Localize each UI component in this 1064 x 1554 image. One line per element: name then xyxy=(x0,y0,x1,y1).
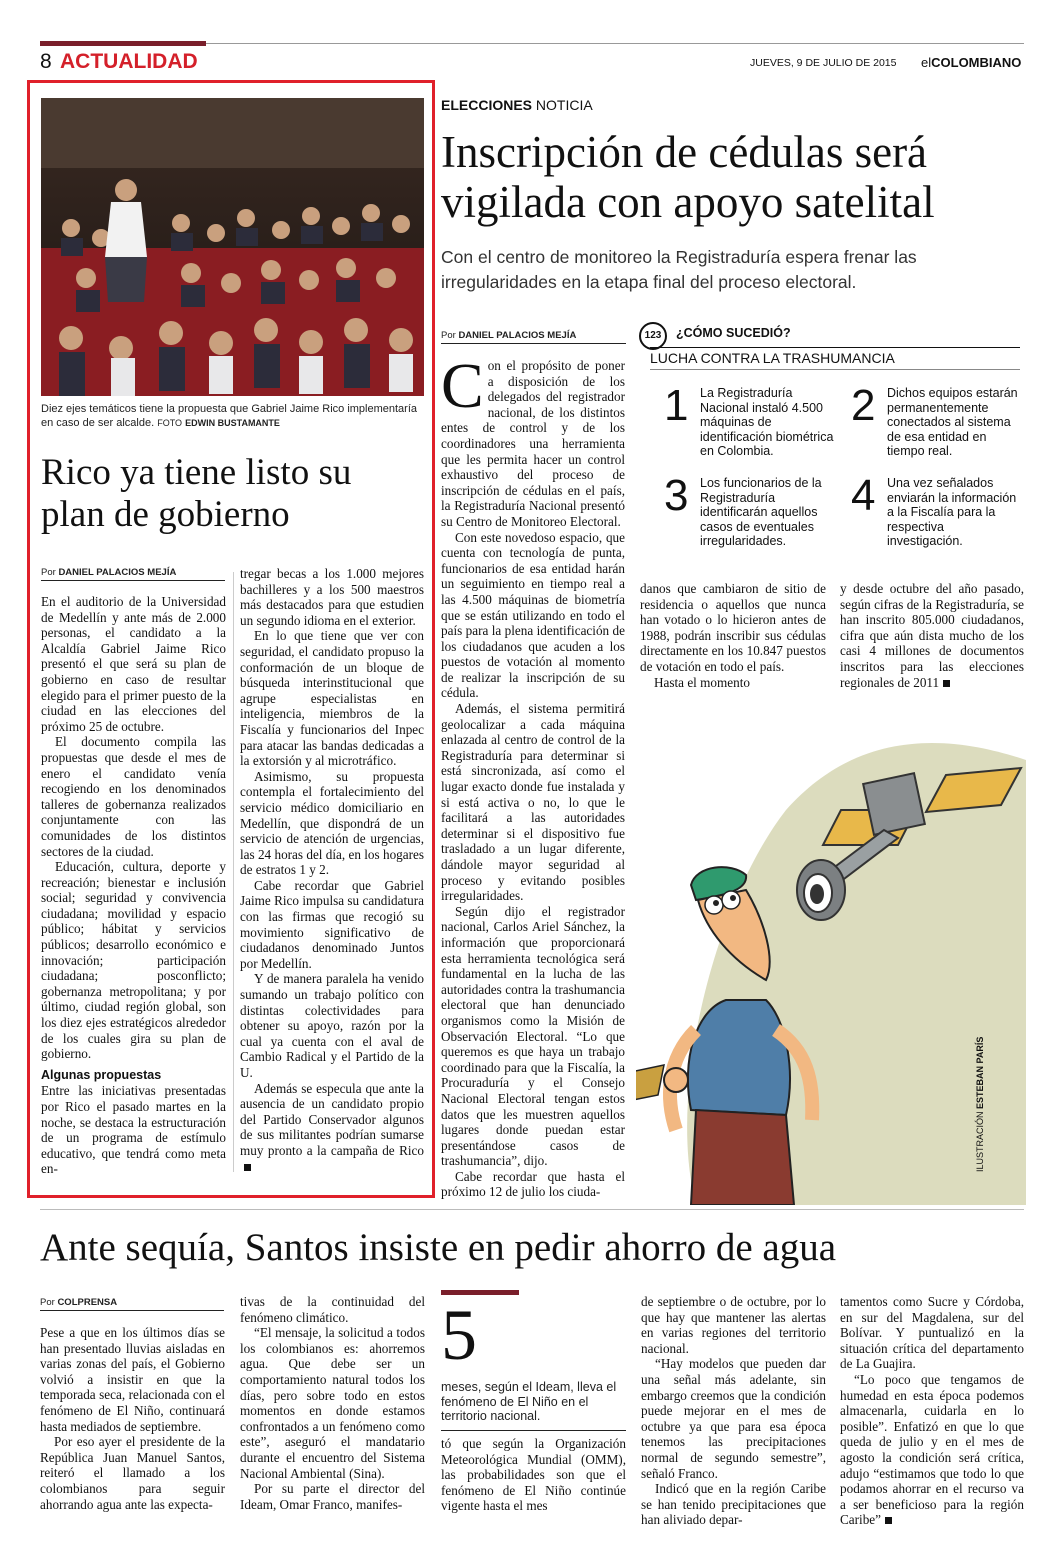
paragraph: Pese a que en los últimos días se han presentado lluvias aisladas en varias zonas del país, el Gobierno volvió a insistir en que la temporada seca, relacionada con el fenómeno de El Niño, continuará hasta mediados de septiembre. xyxy=(40,1325,225,1434)
paragraph: tamentos como Sucre y Córdoba, en sur del Magdalena, sur del Bolívar. Y puntualizó en la situación crítica del departamento de La Guajira. xyxy=(840,1294,1024,1372)
paragraph: “El mensaje, la solicitud a todos los colombianos es: ahorremos agua. Que debe ser un comportamiento natural todos los días, pero sobre todo en estos momentos en donde estamos confrontados a un fenómeno como este”, aseguró el mandatario durante el encuentro del Sistema Nacional Ambiental (Sina). xyxy=(240,1325,425,1481)
issue-date: JUEVES, 9 DE JULIO DE 2015 xyxy=(750,57,897,69)
rico-photo xyxy=(41,98,424,396)
end-mark-icon xyxy=(244,1164,251,1171)
paragraph-text: Además se especula que ante la ausencia de un candidato propio del Partido Conservador algunos de sus militantes podrían sumarse muy pronto a la campaña de Rico xyxy=(240,1080,424,1158)
byline-author: COLPRENSA xyxy=(57,1297,118,1308)
caption-foto-label: FOTO xyxy=(157,418,183,428)
paragraph: Cabe recordar que Gabriel Jaime Rico impulsa su candidatura con las firmas que recogió su movimiento significativo de ciudadanos denominado Juntos por Medellín. xyxy=(240,877,424,971)
rico-column-2 xyxy=(240,566,424,1174)
paragraph: Y de manera paralela ha venido sumando un trabajo político con distintas colectividades para obtener su apoyo, razón por la cual ya cuenta con el aval de Cambio Radical y el Partido de la U. xyxy=(240,971,424,1080)
brand-el: el xyxy=(921,55,932,70)
elecciones-column-1 xyxy=(441,350,625,1200)
caption-text: Diez ejes temáticos tiene la propuesta que Gabriel Jaime Rico implementaría en caso de ser alcalde. xyxy=(41,403,418,429)
stat-bottom-rule xyxy=(441,1430,626,1431)
byline-por: Por xyxy=(40,1297,55,1308)
sequia-column-3 xyxy=(441,1436,626,1514)
rico-subhead: Algunas propuestas xyxy=(41,1067,162,1082)
paragraph: Entre las iniciativas presentadas por Rico el pasado martes en la noche, se destaca la estructuración de un programa de estímulo educativo, que tendrá como meta en- xyxy=(41,1083,226,1177)
sequia-column-4 xyxy=(641,1294,826,1528)
rico-byline xyxy=(41,567,176,578)
paragraph xyxy=(441,350,625,530)
kicker-bold: ELECCIONES xyxy=(441,97,533,113)
header-accent-rule xyxy=(40,41,206,46)
stat-number: 5 xyxy=(441,1295,477,1375)
paragraph-text: y desde octubre del año pasado, según cifras de la Registraduría, se han inscrito 805.000 ciudadanos, cifra que aún dista mucho de los casi 4 millones de documentos inscritos para las elecciones regionales de 2011 xyxy=(840,581,1024,690)
elecciones-deck: Con el centro de monitoreo la Registraduría espera frenar las irregularidades en la etapa final del proceso electoral. xyxy=(441,247,917,292)
box-title: ¿CÓMO SUCEDIÓ? xyxy=(676,326,791,340)
paragraph: Asimismo, su propuesta contempla el fortalecimiento del servicio médico domiciliario en Medellín, que dispondrá de un servicio de atención de urgencias, las 24 horas del día, en los hogares de estratos 1 y 2. xyxy=(240,768,424,878)
masthead-brand xyxy=(921,55,1021,70)
box-subtitle: LUCHA CONTRA LA TRASHUMANCIA xyxy=(650,350,895,366)
sequia-byline-rule xyxy=(40,1310,224,1311)
paragraph: Por su parte el director del Ideam, Omar Franco, manifes- xyxy=(240,1481,425,1512)
sequia-column-1 xyxy=(40,1325,225,1512)
elecciones-kicker xyxy=(441,97,593,113)
kicker-light: NOTICIA xyxy=(535,97,593,113)
end-mark-icon xyxy=(943,680,950,687)
paragraph xyxy=(840,581,1024,690)
caption-credit: EDWIN BUSTAMANTE xyxy=(185,418,280,428)
paragraph: “Hay modelos que pueden dar una señal más adelante, sin embargo creemos que la condición puede mejorar en el mes de octubre ya que para esa época tenemos las precipitaciones normal de segundo semestre”, señaló Franco. xyxy=(641,1356,826,1481)
brand-name: COLOMBIANO xyxy=(931,55,1022,70)
illus-credit-name: ESTEBAN PARÍS xyxy=(975,1036,985,1109)
sequia-column-5 xyxy=(840,1294,1024,1528)
box-rule-sub xyxy=(650,369,1020,370)
elecciones-byline xyxy=(441,330,576,341)
step-4-number: 4 xyxy=(851,471,876,520)
paragraph: Según dijo el registrador nacional, Carlos Ariel Sánchez, la información que proporcionará esta herramienta tecnológica será fundamental en la lucha de las autoridades contra la trashumancia electoral que han denunciado organismos como la Misión de Observación Electoral. “Lo que queremos es que haya un trabajo coordinado para que la Fiscalía, la Procuraduría y el Consejo Nacional Electoral tengan estos datos que les muestren aquellos lugares donde puedan estar presentándose casos de trashumancia”, dijo. xyxy=(441,903,625,1169)
paragraph: Cabe recordar que hasta el próximo 12 de julio los ciuda- xyxy=(441,1168,625,1200)
paragraph-text: “Lo poco que tengamos de humedad en esta época podemos almacenarla, cuidarla en lo posible”. Enfatizó en que lo que queda de julio y en el mes de agosto la condición será crítica, adujo “estimamos que todo lo que podamos ahorrar en el recurso va a ser beneficioso para la región Caribe” xyxy=(840,1371,1024,1528)
step-1-number: 1 xyxy=(664,381,689,430)
rico-headline: Rico ya tiene listo su plan de gobierno xyxy=(41,452,352,535)
section-divider xyxy=(40,1209,1024,1210)
page-number: 8 xyxy=(40,50,52,73)
rico-column-1 xyxy=(41,594,226,1177)
step-3-number: 3 xyxy=(664,471,689,520)
step-2-text: Dichos equipos estarán permanentemente conectados al sistema de esa entidad en tiempo real. xyxy=(887,386,1018,459)
paragraph: Con este novedoso espacio, que cuenta con tecnología de punta, funcionarios de esa entidad harán un seguimiento en tiempo real a las 4.500 máquinas de biometría que se están utilizando en todo el país para la plena identificación de los ciudadanos que acuden a los puestos de votación al momento de realizar la inscripción de su cédula. xyxy=(441,529,625,701)
elecciones-column-3 xyxy=(840,581,1024,690)
byline-por: Por xyxy=(441,330,456,341)
paragraph: tregar becas a los 1.000 mejores bachilleres y a los 500 maestros más destacados para que estudien un segundo idioma en el exterior. xyxy=(240,566,424,628)
step-1-text: La Registraduría Nacional instaló 4.500 máquinas de identificación biométrica en Colombia. xyxy=(700,386,834,459)
paragraph: En el auditorio de la Universidad de Medellín y ante más de 2.000 personas, el candidato a la Alcaldía Gabriel Jaime Rico presentó el que será su plan de gobierno en caso de resultar elegido para el primer puesto de la ciudad en las elecciones del próximo 25 de octubre. xyxy=(41,594,226,734)
byline-author: DANIEL PALACIOS MEJÍA xyxy=(58,567,177,578)
step-2-number: 2 xyxy=(851,381,876,430)
paragraph: Indicó que en la región Caribe se han tenido precipitaciones que han aliviado depar- xyxy=(641,1481,826,1528)
rico-col-rule xyxy=(233,572,234,1172)
header-thin-rule xyxy=(206,43,1024,44)
byline-author: DANIEL PALACIOS MEJÍA xyxy=(458,330,577,341)
illustration-credit xyxy=(975,1022,985,1172)
section-title: ACTUALIDAD xyxy=(60,50,198,73)
elecciones-byline-rule xyxy=(441,343,626,344)
paragraph: Hasta el momento xyxy=(654,674,750,690)
sequia-column-2 xyxy=(240,1294,425,1512)
paragraph: Además, el sistema permitirá geolocalizar a cada máquina enlazada al centro de control de la Registraduría para determinar si está sincronizada, así como el lugar exacto donde fue instalada y si está activa o no, lo que le facilitará a las autoridades determinar si el dispositivo fue trasladado a un lugar diferente, dándole mayor seguridad al proceso y evitando posibles irregularidades. xyxy=(441,701,625,904)
byline-por: Por xyxy=(41,567,56,578)
box-rule-top xyxy=(650,347,1020,348)
rico-byline-rule xyxy=(41,580,225,581)
step-4-text: Una vez señalados enviarán la información a la Fiscalía para la respectiva investigación. xyxy=(887,476,1017,549)
illus-label: ILUSTRACIÓN xyxy=(975,1111,985,1172)
stat-text: meses, según el Ideam, lleva el fenómeno de El Niño en el territorio nacional. xyxy=(441,1380,617,1424)
rico-photo-caption xyxy=(41,402,424,430)
box-badge: 123 xyxy=(639,322,667,350)
paragraph-text: on el propósito de poner a disposición de los delegados del registrador nacional, de los distintos entes de control y de los coordinadores una herramienta que les permita hacer un control exhaustivo del proceso de inscripción de cédulas en el país, la Registraduría Nacional presentó su Centro de Monitoreo Electoral. xyxy=(441,358,625,529)
elecciones-headline: Inscripción de cédulas será vigilada con apoyo satelital xyxy=(441,127,935,227)
paragraph: El documento compila las propuestas que desde el mes de enero el candidato venía recogiendo en los denominados talleres de gobernanza realizados conjuntamente con las comunidades de los distintos sectores de la ciudad. xyxy=(41,734,226,859)
end-mark-icon xyxy=(885,1517,892,1524)
paragraph: En lo que tiene que ver con seguridad, el candidato propuso la conformación de un bloque de búsqueda interinstitucional que agrupe especialistas en inteligencia, miembros de la Fiscalía y funcionarios del Inpec para atacar las bandas dedicadas a la extorsión y al microtráfico. xyxy=(240,628,424,769)
paragraph: Educación, cultura, deporte y recreación; bienestar e inclusión social; seguridad y convivencia ciudadana; movilidad y espacio público; hábitat y servicios públicos; desarrollo económico e innovación; participación ciudadana; posconflicto; gobernanza metropolitana; y por último, ciudad región global, son los diez ejes estratégicos alrededor de los cuales gira su plan de gobierno. xyxy=(41,859,226,1062)
paragraph xyxy=(840,1372,1024,1528)
sequia-byline xyxy=(40,1297,117,1308)
paragraph: tivas de la continuidad del fenómeno climático. xyxy=(240,1294,425,1325)
drop-cap: C xyxy=(441,350,484,421)
sequia-headline: Ante sequía, Santos insiste en pedir ahorro de agua xyxy=(40,1226,837,1269)
step-3-text: Los funcionarios de la Registraduría identificarán aquellos casos de eventuales irregularidades. xyxy=(700,476,822,549)
elecciones-column-2 xyxy=(640,581,826,690)
paragraph: danos que cambiaron de sitio de residencia o aquellos que nunca han votado o lo hicieron antes de 1988, podrán inscribir sus cédulas directamente en los 10.847 puestos de votación en todo el país. xyxy=(640,581,826,674)
satellite-illustration xyxy=(636,700,1026,1205)
paragraph xyxy=(240,1081,424,1175)
paragraph: Por eso ayer el presidente de la República Juan Manuel Santos, reiteró el llamado a los colombianos para seguir ahorrando agua ante las expecta- xyxy=(40,1434,225,1512)
paragraph: tó que según la Organización Meteorológica Mundial (OMM), las probabilidades son que el fenómeno de El Niño continúe vigente hasta el mes xyxy=(441,1436,626,1514)
paragraph: de septiembre o de octubre, por lo que hay que mantener las alertas en varias regiones del territorio nacional. xyxy=(641,1294,826,1356)
